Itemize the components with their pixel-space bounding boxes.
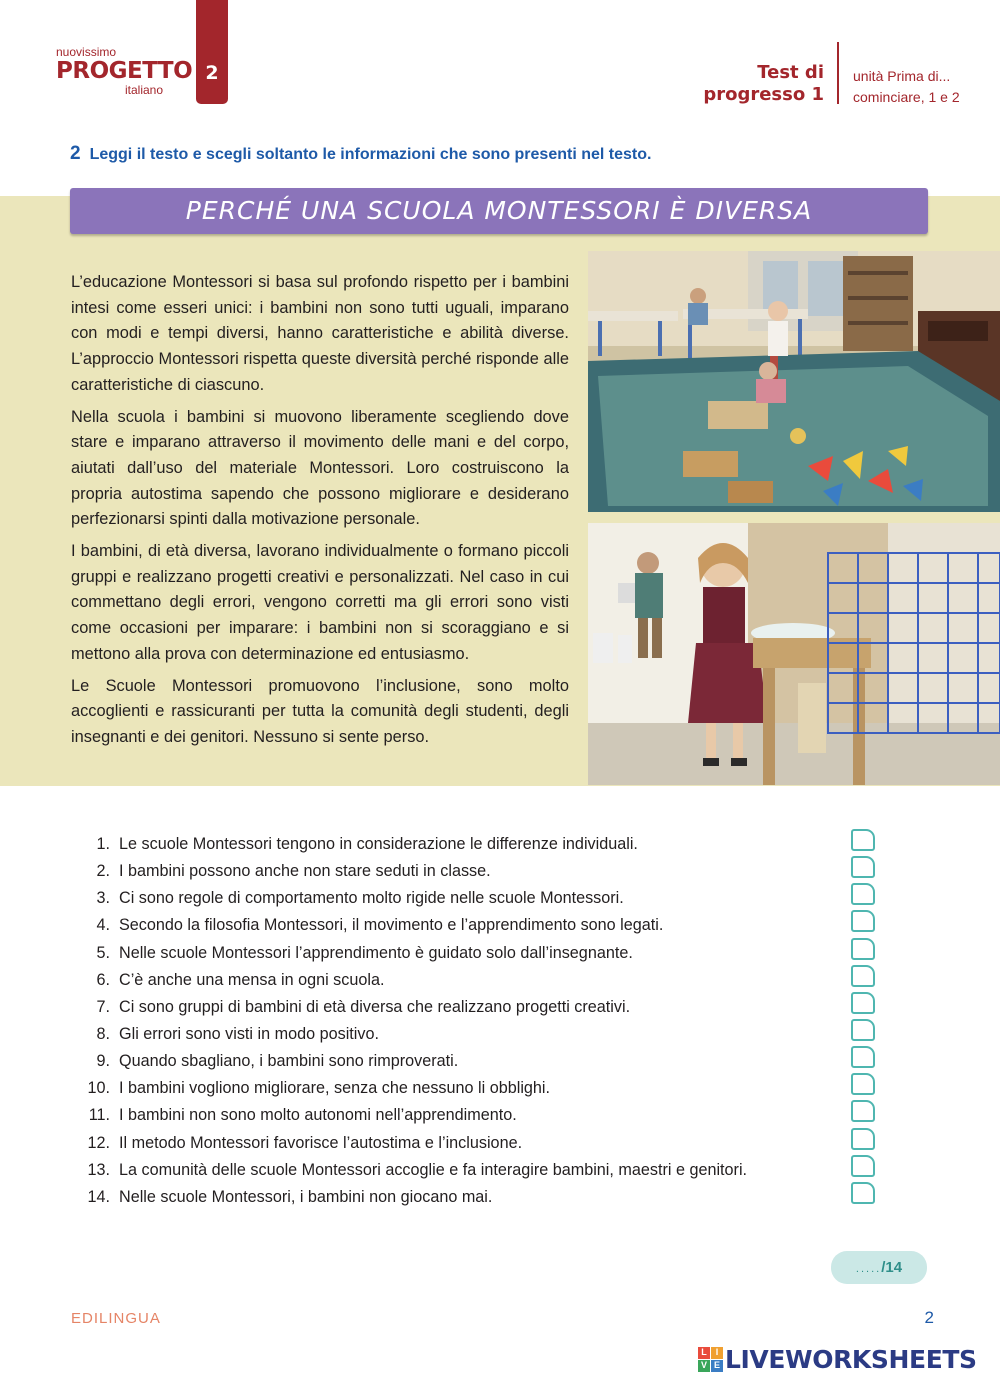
statement-number: 7.	[96, 997, 110, 1016]
logo-letter: I	[711, 1347, 723, 1359]
answer-checkbox-9[interactable]	[851, 1046, 875, 1068]
statement-text: Quando sbagliano, i bambini sono rimproverati.	[119, 1052, 459, 1071]
brand-logo	[56, 45, 193, 97]
statement-item	[80, 1131, 840, 1158]
statement-text: La comunità delle scuole Montessori accoglie e fa interagire bambini, maestri e genitori.	[119, 1160, 748, 1179]
article-body	[71, 270, 569, 757]
statement-text: Secondo la filosofia Montessori, il movimento e l’apprendimento sono legati.	[119, 916, 664, 935]
statement-number: 12.	[87, 1133, 110, 1152]
answer-checkbox-5[interactable]	[851, 938, 875, 960]
statement-text: Nelle scuole Montessori l’apprendimento è guidato solo dall’insegnante.	[119, 943, 633, 962]
statement-number: 1.	[96, 835, 110, 853]
article-paragraph: L’educazione Montessori si basa sul profondo rispetto per i bambini intesi come esseri unici: i bambini non sono tutti uguali, imparano con modi e tempi diversi, hanno caratteristiche e abilità diverse. L’approccio Montessori rispetta queste diversità perché risponde alle caratteristiche di ciascuno.	[71, 273, 569, 394]
brand-top: nuovissimo	[56, 45, 117, 59]
article-title: PERCHÉ UNA SCUOLA MONTESSORI È DIVERSA	[70, 188, 928, 234]
score-blank: .....	[855, 1263, 882, 1275]
statement-item	[80, 968, 840, 995]
statement-text: Gli errori sono visti in modo positivo.	[119, 1024, 379, 1043]
statement-item	[80, 995, 840, 1022]
article-paragraph: Le Scuole Montessori promuovono l’inclusione, sono molto accoglienti e rassicuranti per tutta la comunità degli studenti, degli insegnanti e dei genitori. Nessuno si sente perso.	[71, 676, 569, 746]
statement-text: Le scuole Montessori tengono in considerazione le differenze individuali.	[119, 835, 638, 853]
brand-main: PROGETTO	[56, 58, 193, 84]
statement-item	[80, 1185, 840, 1212]
answer-checkbox-2[interactable]	[851, 856, 875, 878]
answer-checkbox-7[interactable]	[851, 992, 875, 1014]
score-total: /14	[881, 1259, 903, 1276]
statement-text: I bambini possono anche non stare seduti in classe.	[119, 862, 491, 881]
statement-text: Nelle scuole Montessori, i bambini non giocano mai.	[119, 1187, 493, 1206]
statement-item	[80, 1022, 840, 1049]
answer-checkbox-1[interactable]	[851, 829, 875, 851]
answer-checkbox-8[interactable]	[851, 1019, 875, 1041]
statement-number: 9.	[96, 1052, 110, 1071]
statement-item	[80, 1103, 840, 1130]
volume-tab: 2	[196, 0, 228, 104]
statement-item	[80, 941, 840, 968]
statement-text: Ci sono gruppi di bambini di età diversa che realizzano progetti creativi.	[119, 997, 631, 1016]
exercise-number: 2	[70, 143, 81, 164]
answer-checkbox-11[interactable]	[851, 1100, 875, 1122]
statement-text: Il metodo Montessori favorisce l’autostima e l’inclusione.	[119, 1133, 523, 1152]
liveworksheets-text: LIVEWORKSHEETS	[725, 1344, 977, 1374]
statement-list	[80, 832, 840, 1212]
unit-line1: unità Prima di...	[853, 68, 951, 84]
answer-checkbox-10[interactable]	[851, 1073, 875, 1095]
answer-checkbox-6[interactable]	[851, 965, 875, 987]
instruction-text: Leggi il testo e scegli soltanto le informazioni che sono presenti nel testo.	[89, 146, 652, 163]
statement-item	[80, 1158, 840, 1185]
answer-checkbox-4[interactable]	[851, 910, 875, 932]
test-title-line2: progresso 1	[703, 84, 824, 105]
publisher-logo: EDILINGUA	[71, 1310, 161, 1327]
test-title	[703, 62, 824, 106]
statement-number: 14.	[87, 1187, 110, 1206]
statement-number: 13.	[87, 1160, 110, 1179]
girl-washing-photo	[588, 523, 1000, 785]
statement-number: 4.	[96, 916, 110, 935]
statement-text: Ci sono regole di comportamento molto rigide nelle scuole Montessori.	[119, 889, 624, 908]
statement-number: 3.	[96, 889, 110, 908]
test-title-line1: Test di	[757, 62, 824, 83]
statement-text: I bambini non sono molto autonomi nell’apprendimento.	[119, 1106, 517, 1125]
exercise-instruction	[70, 143, 651, 165]
statement-number: 11.	[88, 1106, 110, 1125]
statement-number: 2.	[96, 862, 110, 881]
statement-number: 10.	[87, 1079, 110, 1098]
statement-item	[80, 859, 840, 886]
logo-letter: L	[698, 1347, 710, 1359]
unit-line2: cominciare, 1 e 2	[853, 89, 960, 105]
liveworksheets-watermark	[698, 1345, 977, 1373]
statement-item	[80, 1076, 840, 1103]
statement-item	[80, 913, 840, 940]
answer-checkbox-12[interactable]	[851, 1128, 875, 1150]
answer-checkboxes	[851, 829, 877, 1209]
answer-checkbox-14[interactable]	[851, 1182, 875, 1204]
statement-number: 8.	[96, 1024, 110, 1043]
article-paragraph: I bambini, di età diversa, lavorano individualmente o formano piccoli gruppi e realizzano progetti creativi e personalizzati. Nel caso in cui commettano degli errori, vengono corretti ma gli errori sono visti come occasioni per imparare: i bambini non si scoraggiano e si mettono alla prova con determinazione ed entusiasmo.	[71, 542, 569, 663]
statement-item	[80, 1049, 840, 1076]
classroom-photo	[588, 251, 1000, 512]
answer-checkbox-13[interactable]	[851, 1155, 875, 1177]
answer-checkbox-3[interactable]	[851, 883, 875, 905]
brand-sub: italiano	[125, 83, 164, 97]
logo-letter: E	[711, 1360, 723, 1372]
logo-letter: V	[698, 1360, 710, 1372]
unit-label	[853, 66, 960, 108]
statement-text: C’è anche una mensa in ogni scuola.	[119, 970, 385, 989]
statement-item	[80, 886, 840, 913]
score-badge	[831, 1251, 927, 1284]
statement-number: 5.	[96, 943, 110, 962]
header-divider	[837, 42, 839, 104]
statement-item	[80, 832, 840, 859]
statement-text: I bambini vogliono migliorare, senza che nessuno li obblighi.	[119, 1079, 551, 1098]
article-paragraph: Nella scuola i bambini si muovono liberamente scegliendo dove stare e imparano attraverso il movimento delle mani e del corpo, aiutati dall’uso del materiale Montessori. Loro costruiscono la propria autostima sapendo che possono migliorare e desiderano perfezionarsi spinti dalla motivazione personale.	[71, 407, 569, 529]
page-number: 2	[924, 1308, 934, 1327]
liveworksheets-logo-icon	[698, 1347, 722, 1371]
statement-number: 6.	[96, 970, 110, 989]
